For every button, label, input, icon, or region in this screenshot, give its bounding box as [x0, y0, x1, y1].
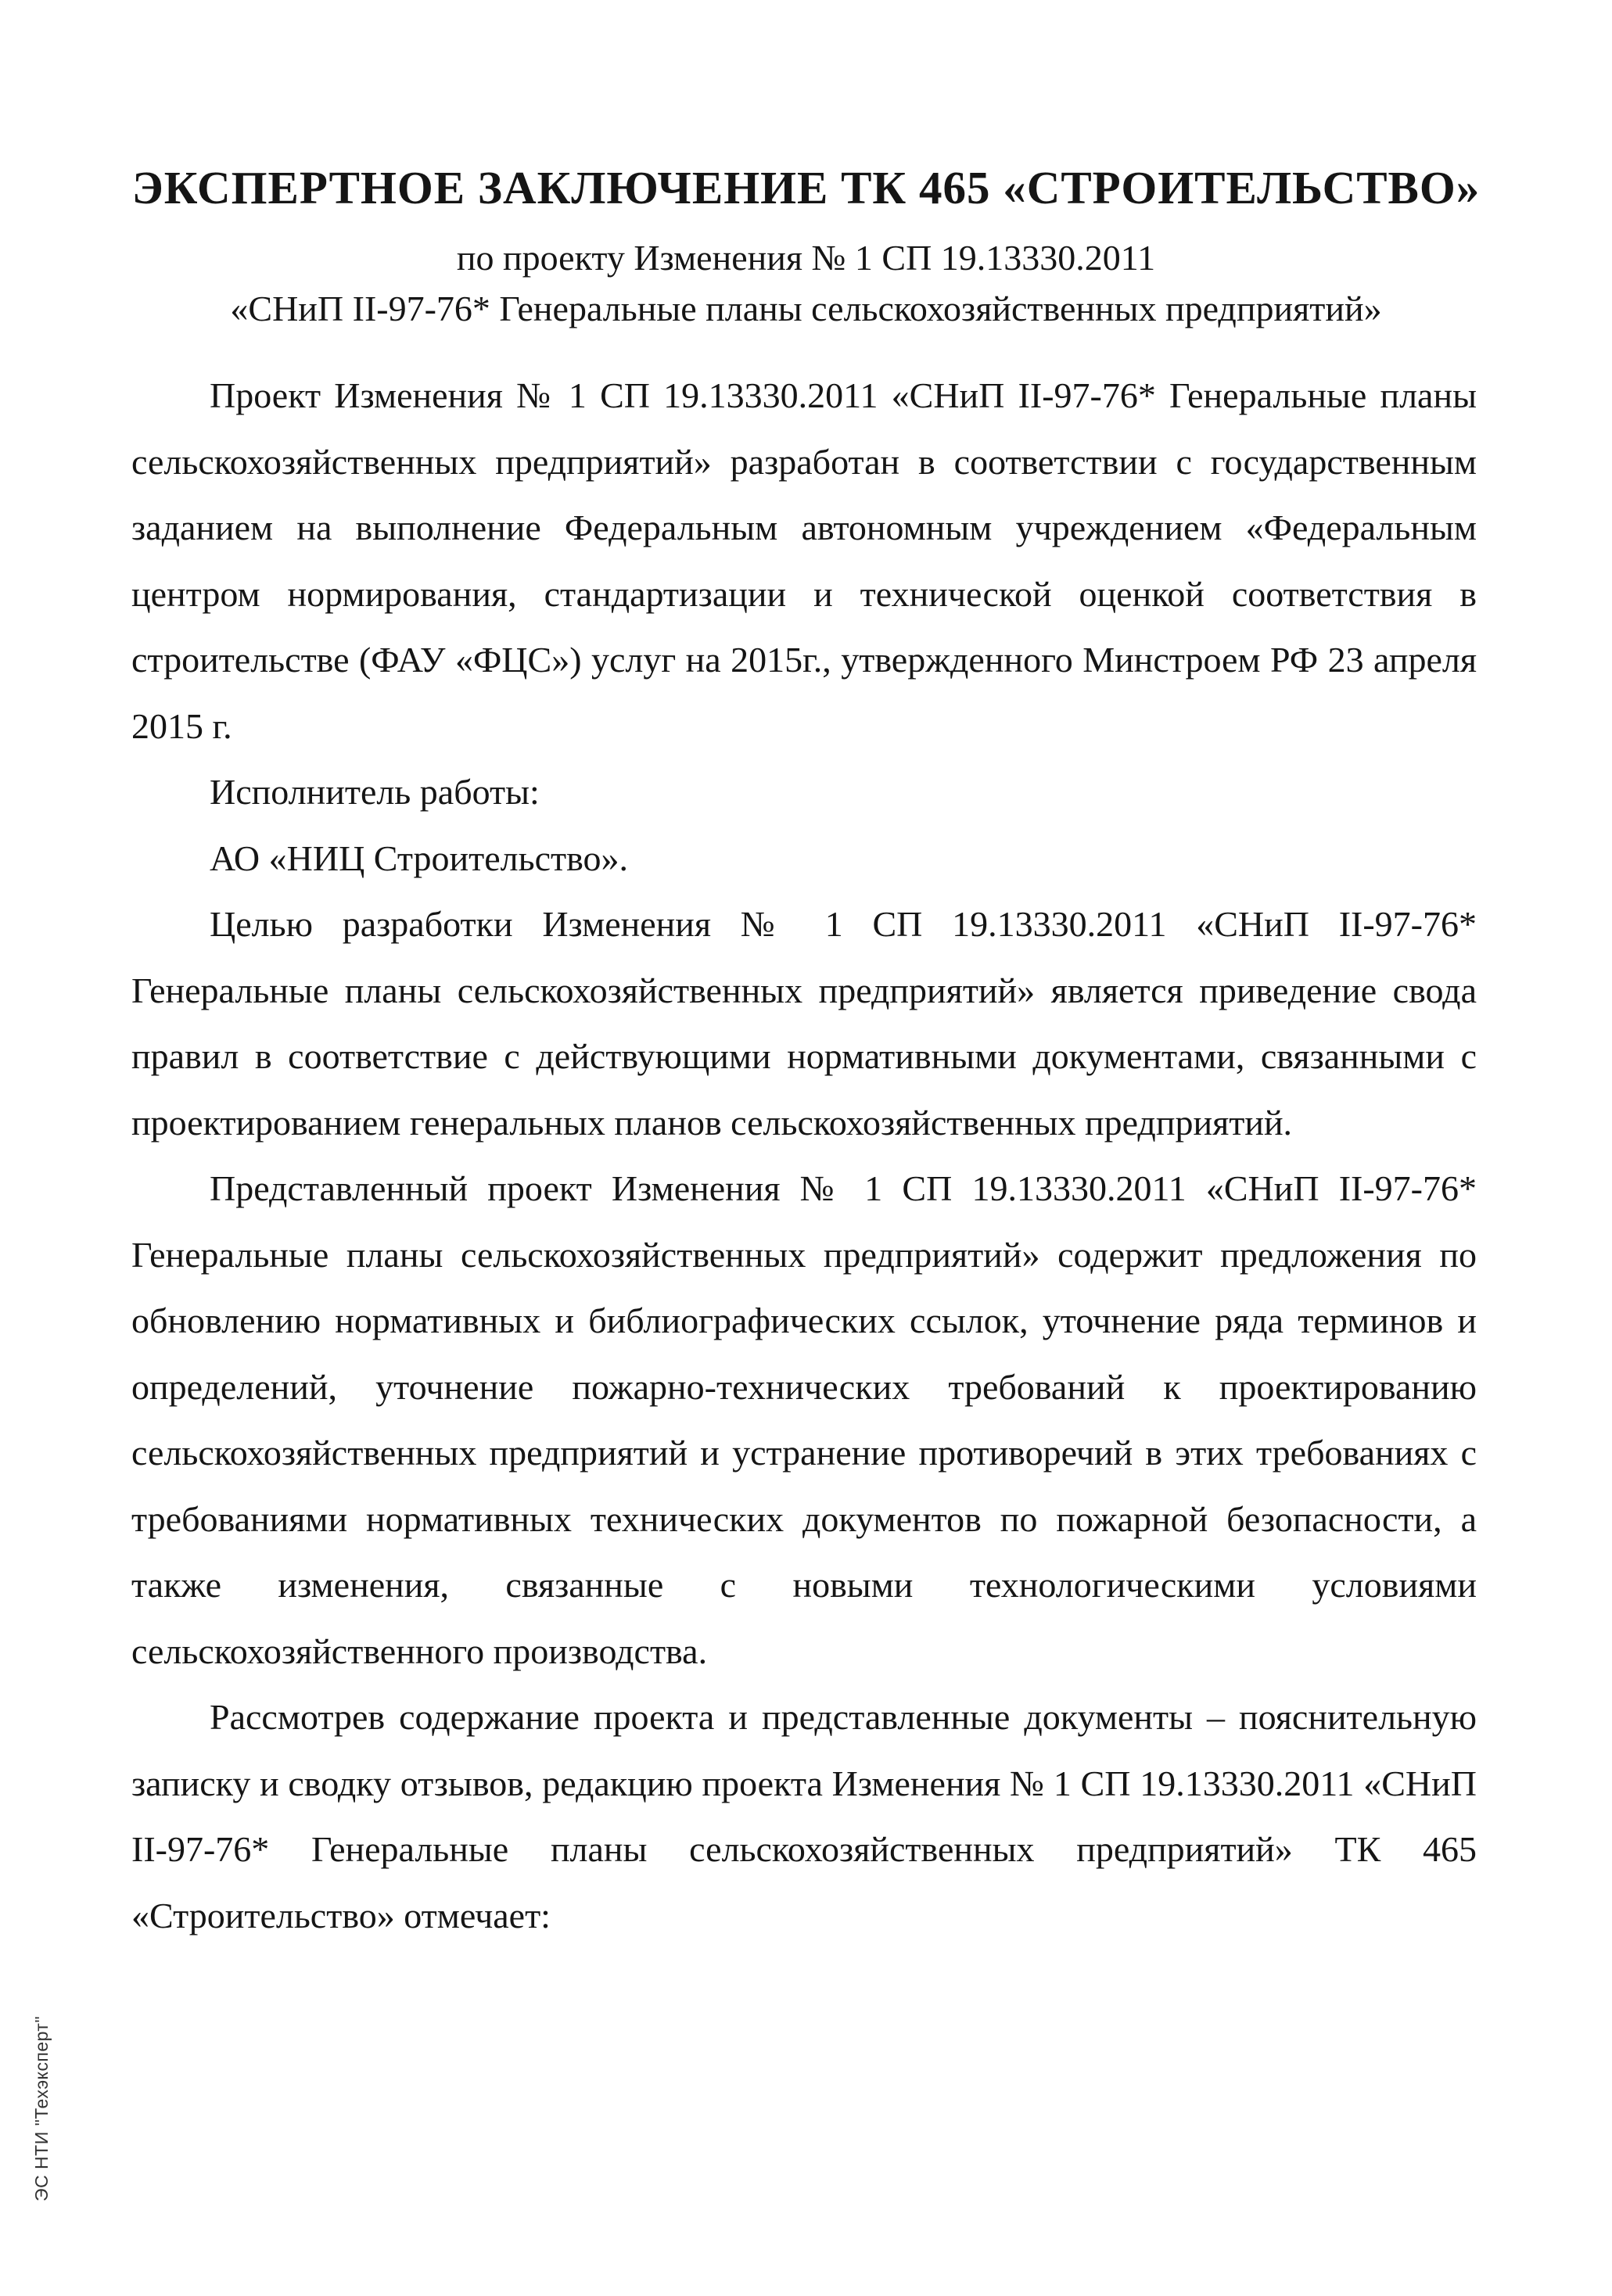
paragraph-review: Рассмотрев содержание проекта и представленные документы – пояснительную записку и сводку отзывов, редакцию проекта Изменения № 1 СП 19.13330.2011 «СНиП II-97-76* Генеральные планы сельскохозяйственных предприятий» ТК 465 «Строительство» отмечает: [131, 1697, 1477, 1935]
paragraph-executor-name: АО «НИЦ Строительство». [210, 838, 629, 878]
paragraph-contents: Представленный проект Изменения № 1 СП 19.13330.2011 «СНиП II-97-76* Генеральные планы сельскохозяйственных предприятий» содержит предложения по обновлению нормативных и библиографических ссылок, уточнение ряда терминов и определений, уточнение пожарно-технических требований к проектированию сельскохозяйственных предприятий и устранение противоречий в этих требованиях с требованиями нормативных технических документов по пожарной безопасности, а также изменения, связанные с новыми технологическими условиями сельскохозяйственного производства. [131, 1168, 1477, 1671]
document-subtitle-line-1: по проекту Изменения № 1 СП 19.13330.2011 [456, 238, 1156, 278]
side-stamp: ЭС НТИ "Техэксперт" [31, 2015, 52, 2201]
paragraph-purpose: Целью разработки Изменения № 1 СП 19.13330.2011 «СНиП II-97-76* Генеральные планы сельскохозяйственных предприятий» является приведение свода правил в соответствие с действующими нормативными документами, связанными с проектированием генеральных планов сельскохозяйственных предприятий. [131, 904, 1477, 1143]
document-subtitle-line-2: «СНиП II-97-76* Генеральные планы сельскохозяйственных предприятий» [230, 289, 1382, 328]
paragraph-project-basis: Проект Изменения № 1 СП 19.13330.2011 «СНиП II-97-76* Генеральные планы сельскохозяйственных предприятий» разработан в соответствии с государственным заданием на выполнение Федеральным автономным учреждением «Федеральным центром нормирования, стандартизации и технической оценкой соответствия в строительстве (ФАУ «ФЦС») услуг на 2015г., утвержденного Минстроем РФ 23 апреля 2015 г. [131, 375, 1477, 746]
document-body [131, 363, 1477, 1949]
document-title: ЭКСПЕРТНОЕ ЗАКЛЮЧЕНИЕ ТК 465 «СТРОИТЕЛЬСТВО» [131, 162, 1481, 213]
paragraph-executor-label: Исполнитель работы: [210, 772, 540, 812]
